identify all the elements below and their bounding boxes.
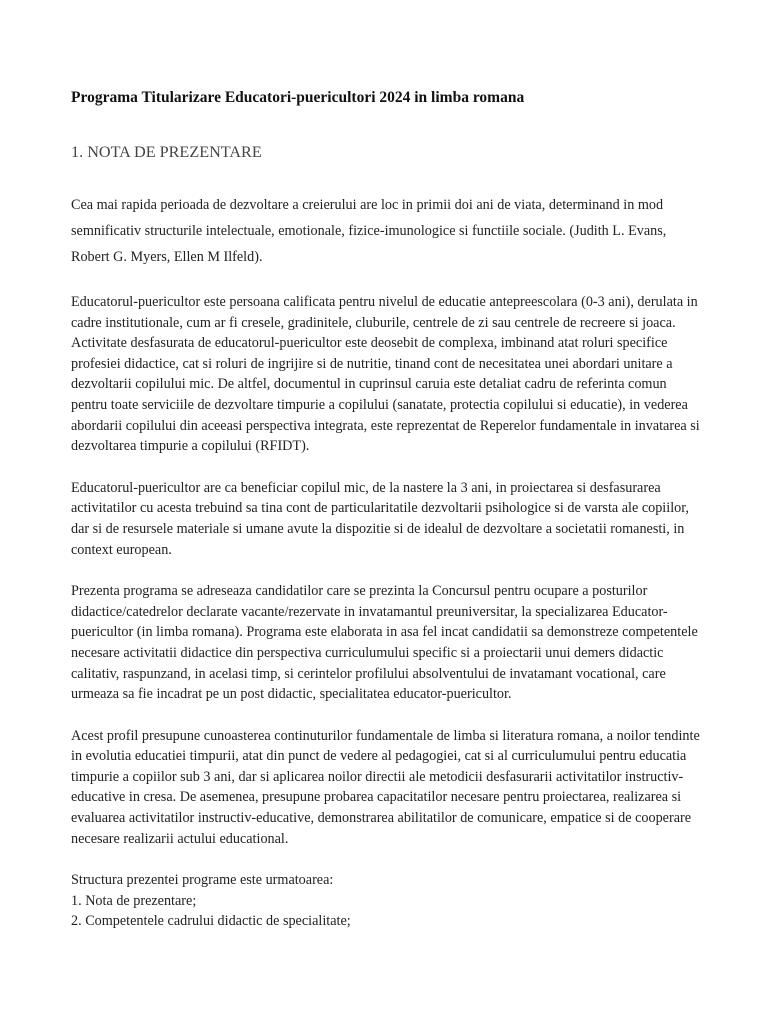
paragraph-2: Educatorul-puericultor este persoana calificata pentru nivelul de educatie antepreescolara (0-3 ani), derulata in cadre institutionale, cum ar fi cresele, gradinitele, cluburile, centrele de zi sau centrele de recreere si joaca. Activitate desfasurata de educatorul-puericultor este deosebit de complexa, imbinand atat roluri specifice profesiei didactice, cat si roluri de ingrijire si de nutritie, tinand cont de necesitatea unei abordari unitare a dezvoltarii copilului mic. De altfel, documentul in cuprinsul caruia este detaliat cadru de referinta comun pentru toate serviciile de dezvoltare timpurie a copilului (sanatate, protectia copilului si educatie), in vederea abordarii copilului din aceeasi perspectiva integrata, este reprezentat de Reperelor fundamentale in invatarea si dezvoltarea timpurie a copilului (RFIDT). — [71, 294, 700, 455]
section-heading: 1. NOTA DE PREZENTARE — [71, 143, 262, 161]
paragraph-1: Cea mai rapida perioada de dezvoltare a creierului are loc in primii doi ani de viata, determinand in mod semnificativ structurile intelectuale, emotionale, fizice-imunologice si functiile sociale. (Judith L. Evans, Robert G. Myers, Ellen M Ilfeld). — [71, 197, 667, 265]
paragraph-5: Acest profil presupune cunoasterea continuturilor fundamentale de limba si literatura romana, a noilor tendinte in evolutia educatiei timpurii, atat din punct de vedere al pedagogiei, cat si al curriculumului pentru educatia timpurie a copiilor sub 3 ani, dar si aplicarea noilor directii ale metodicii desfasurarii activitatilor instructiv-educative in cresa. De asemenea, presupune probarea capacitatilor necesare pentru proiectarea, realizarea si evaluarea activitatilor instructiv-educative, demonstrarea abilitatilor de comunicare, empatice si de cooperare necesare realizarii actului educational. — [71, 727, 700, 847]
structure-item: 1. Nota de prezentare; — [71, 892, 197, 909]
document-page — [71, 88, 701, 932]
structure-item: 2. Competentele cadrului didactic de specialitate; — [71, 913, 351, 930]
paragraph-3: Educatorul-puericultor are ca beneficiar copilul mic, de la nastere la 3 ani, in proiectarea si desfasurarea activitatilor cu acesta trebuind sa tina cont de particularitatile dezvoltarii psihologice si de varsta ale copiilor, dar si de resursele materiale si umane avute la dispozitie si de idealul de dezvoltare a societatii romanesti, in context european. — [71, 479, 689, 558]
document-title: Programa Titularizare Educatori-puericultori 2024 in limba romana — [71, 89, 525, 106]
structure-intro: Structura prezentei programe este urmatoarea: — [71, 872, 334, 889]
structure-list — [71, 870, 701, 932]
paragraph-4: Prezenta programa se adreseaza candidatilor care se prezinta la Concursul pentru ocupare a posturilor didactice/catedrelor declarate vacante/rezervate in invatamantul preuniversitar, la specializarea Educator-puericultor (in limba romana). Programa este elaborata in asa fel incat candidatii sa demonstreze competentele necesare activitatii didactice din perspectiva curriculumului specific si a proiectarii unui demers didactic calitativ, raspunzand, in acelasi timp, si cerintelor profilului absolventului de invatamant vocational, care urmeaza sa fie incadrat pe un post didactic, specialitatea educator-puericultor. — [71, 583, 698, 703]
